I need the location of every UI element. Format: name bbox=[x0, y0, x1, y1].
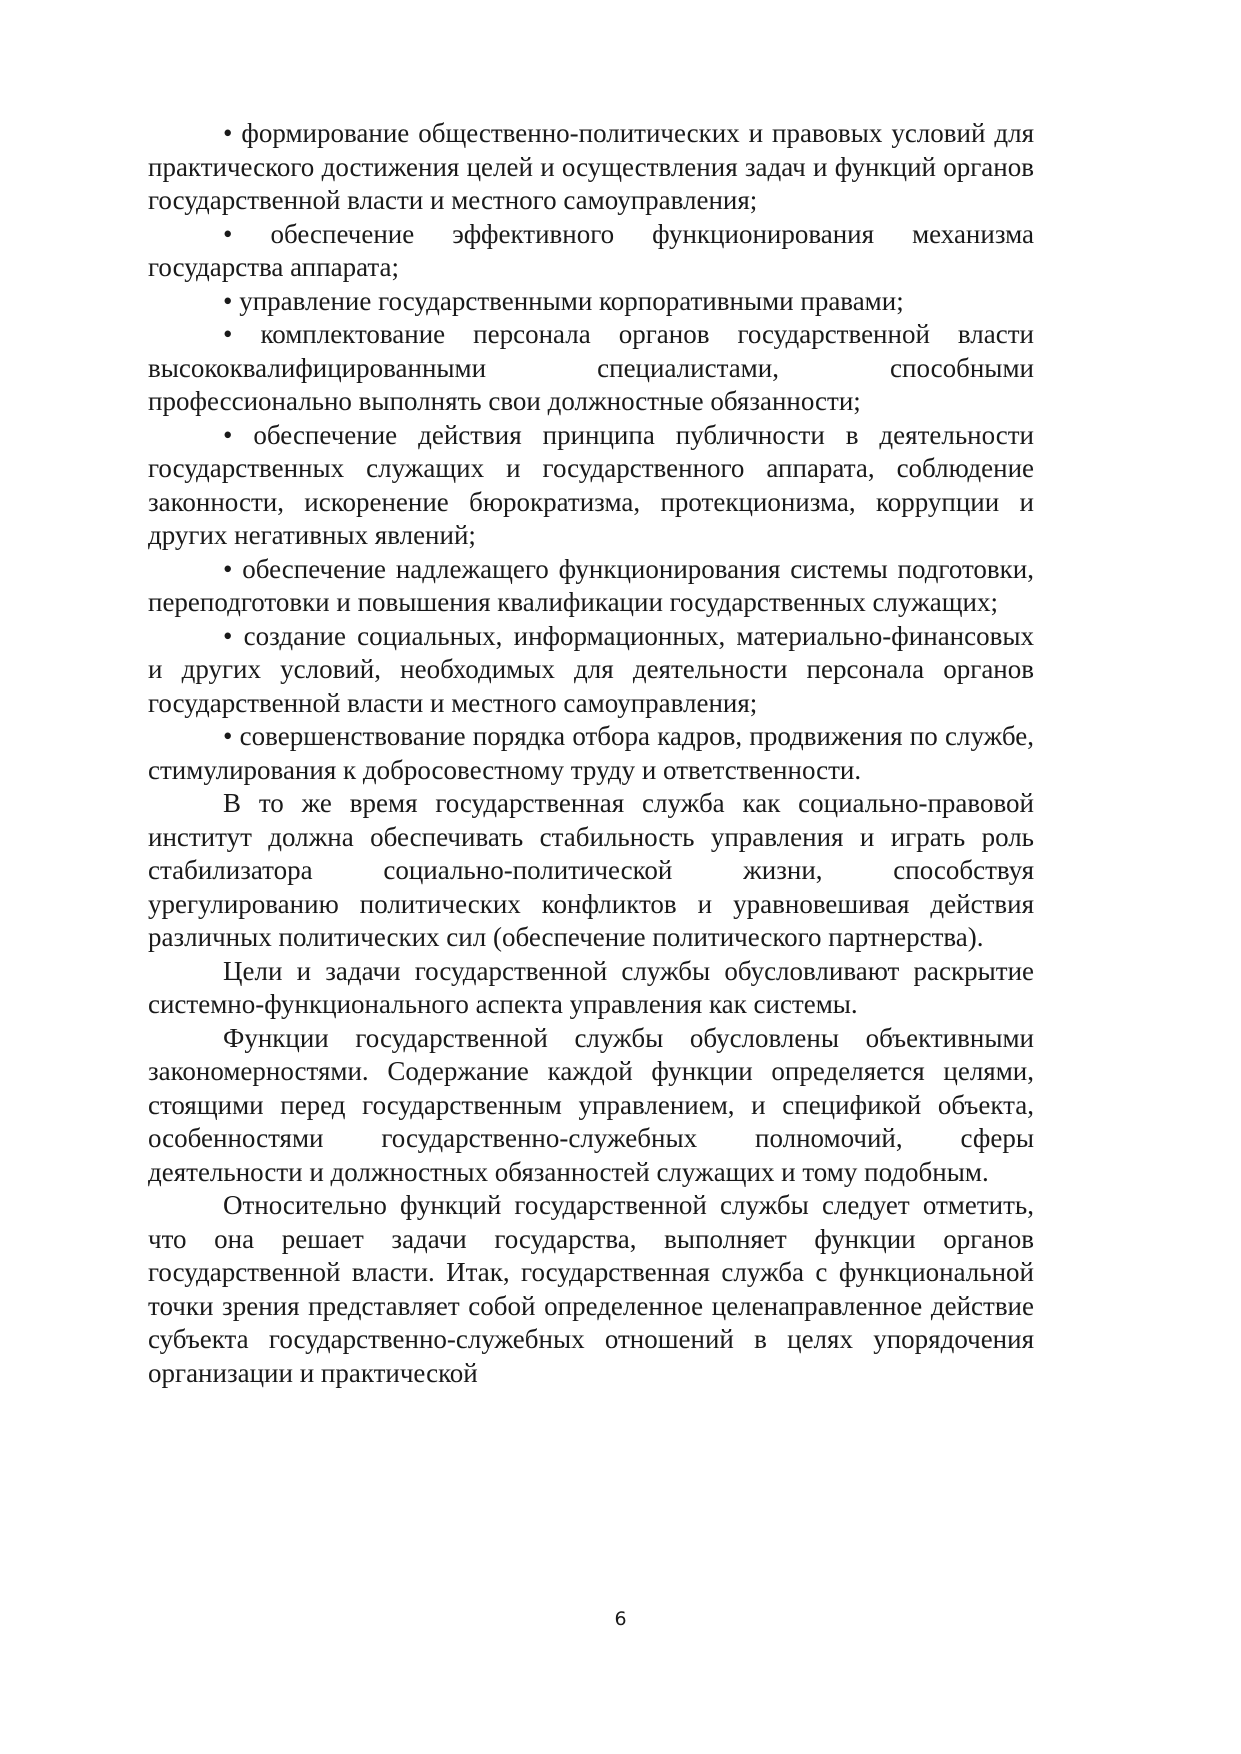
paragraph-bullet-2: • обеспечение эффективного функционирования механизма государства аппарата; bbox=[148, 218, 1034, 282]
paragraph-bullet-7: • создание социальных, информационных, материально-финансовых и других условий, необходимых для деятельности персонала органов государственной власти и местного самоуправления; bbox=[148, 620, 1034, 718]
paragraph-bullet-3: • управление государственными корпоративными правами; bbox=[223, 285, 904, 316]
paragraph-stability: В то же время государственная служба как социально-правовой институт должна обеспечивать стабильность управления и играть роль стабилизатора социально-политической жизни, способствуя урегулированию политических конфликтов и уравновешивая действия различных политических сил (обеспечение политического партнерства). bbox=[148, 788, 1034, 952]
paragraph-bullet-1: • формирование общественно-политических и правовых условий для практического достижения целей и осуществления задач и функций органов государственной власти и местного самоуправления; bbox=[148, 118, 1034, 215]
paragraph-goals: Цели и задачи государственной службы обусловливают раскрытие системно-функционального аспекта управления как системы. bbox=[148, 955, 1034, 1019]
paragraph-functions: Функции государственной службы обусловлены объективными закономерностями. Содержание каждой функции определяется целями, стоящими перед государственным управлением, и спецификой объекта, особенностями государственно-служебных полномочий, сферы деятельности и должностных обязанностей служащих и тому подобным. bbox=[148, 1022, 1034, 1187]
paragraph-bullet-6: • обеспечение надлежащего функционирования системы подготовки, переподготовки и повышения квалификации государственных служащих; bbox=[148, 553, 1034, 617]
paragraph-functional-view: Относительно функций государственной службы следует отметить, что она решает задачи государства, выполняет функции органов государственной власти. Итак, государственная служба с функциональной точки зрения представляет собой определенное целенаправленное действие субъекта государственно-служебных отношений в целях упорядочения организации и практической bbox=[148, 1190, 1034, 1388]
paragraph-bullet-4: • комплектование персонала органов государственной власти высококвалифицированными специалистами, способными профессионально выполнять свои должностные обязанности; bbox=[148, 319, 1034, 416]
page-number: 6 bbox=[614, 1608, 627, 1630]
paragraph-bullet-8: • совершенствование порядка отбора кадров, продвижения по службе, стимулирования к добросовестному труду и ответственности. bbox=[148, 721, 1034, 785]
document-body bbox=[148, 117, 1034, 1390]
paragraph-bullet-5: • обеспечение действия принципа публичности в деятельности государственных служащих и государственного аппарата, соблюдение законности, искоренение бюрократизма, протекционизма, коррупции и других негативных явлений; bbox=[148, 419, 1034, 550]
